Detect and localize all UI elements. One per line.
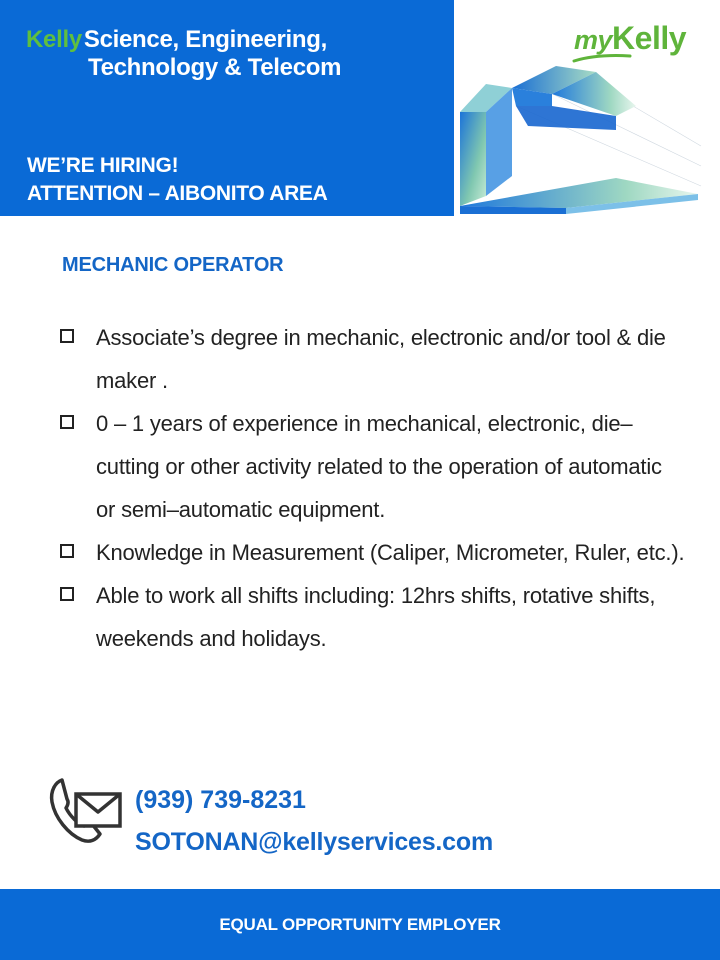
requirement-text: Knowledge in Measurement (Caliper, Micrometer, Ruler, etc.). xyxy=(96,540,685,565)
brand-line-2: Technology & Telecom xyxy=(88,54,342,81)
logo-swoosh-icon xyxy=(572,52,632,64)
checkbox-bullet-icon xyxy=(60,329,74,343)
phone-mail-icon xyxy=(48,774,124,846)
building-graphic-icon xyxy=(456,66,706,216)
hiring-line-1: WE’RE HIRING! xyxy=(27,154,179,177)
hiring-line-2: ATTENTION – AIBONITO AREA xyxy=(27,182,328,205)
footer-text: EQUAL OPPORTUNITY EMPLOYER xyxy=(219,914,501,934)
job-title: MECHANIC OPERATOR xyxy=(62,254,284,276)
brand-line-1: Science, Engineering, xyxy=(83,26,327,53)
checkbox-bullet-icon xyxy=(60,415,74,429)
list-item xyxy=(60,531,690,574)
contact-email[interactable]: SOTONAN@kellyservices.com xyxy=(135,828,493,856)
list-item xyxy=(60,402,690,531)
contact-phone[interactable]: (939) 739-8231 xyxy=(135,786,306,814)
mykelly-logo-my: my xyxy=(574,25,613,55)
requirement-text: Able to work all shifts including: 12hrs shifts, rotative shifts, weekends and holidays. xyxy=(96,583,656,651)
requirement-text: 0 – 1 years of experience in mechanical, electronic, die–cutting or other activity related to the operation of automatic or semi–automatic equipment. xyxy=(96,411,662,522)
checkbox-bullet-icon xyxy=(60,544,74,558)
checkbox-bullet-icon xyxy=(60,587,74,601)
requirement-text: Associate’s degree in mechanic, electronic and/or tool & die maker . xyxy=(96,325,666,393)
brand-kelly-word: Kelly xyxy=(26,26,82,53)
footer-banner xyxy=(0,889,720,960)
brand-title xyxy=(26,26,341,82)
list-item xyxy=(60,574,690,660)
list-item xyxy=(60,316,690,402)
mykelly-logo-kelly: Kelly xyxy=(612,20,687,56)
requirements-list xyxy=(60,316,690,660)
hiring-notice xyxy=(27,152,328,208)
